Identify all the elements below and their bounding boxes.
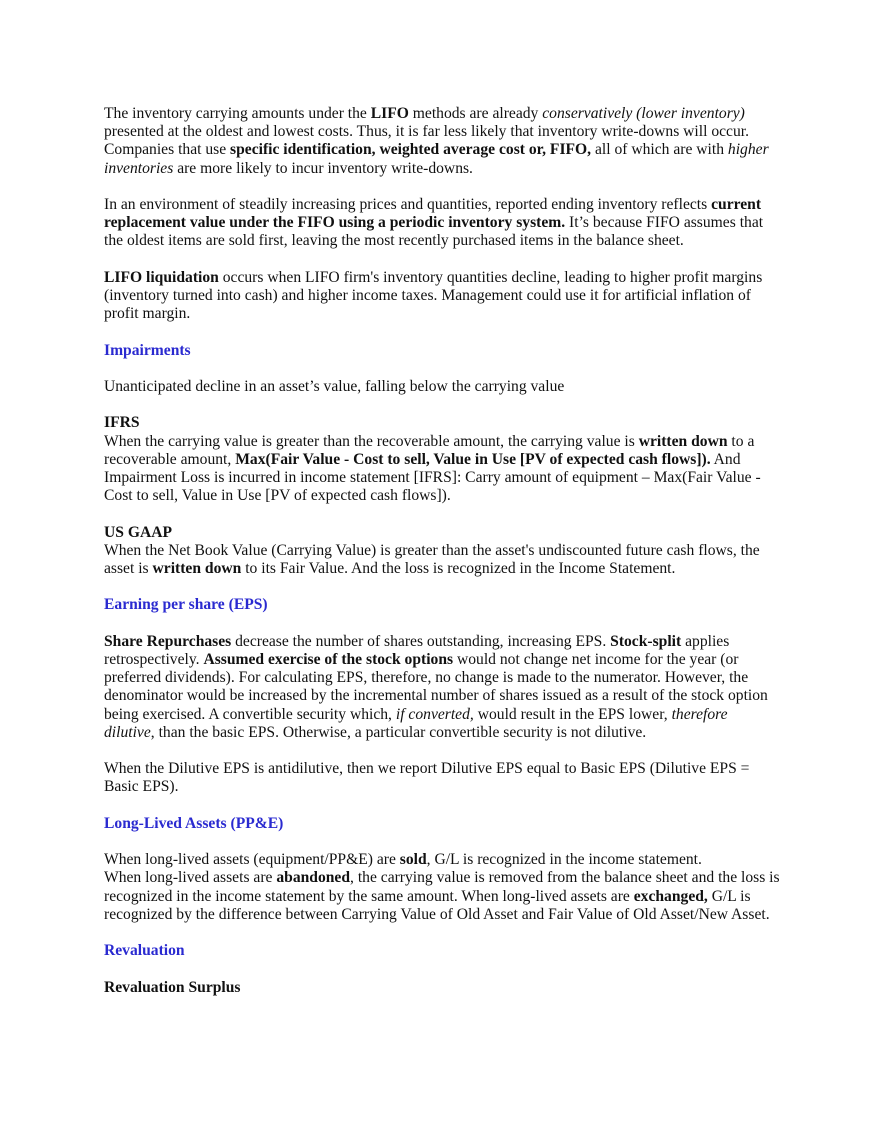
- text-run: presented at the oldest and lowest costs. Thus, it is far less likely that inventory write-downs will occur. Companies that use: [104, 123, 749, 159]
- bold-run: Max(Fair Value - Cost to sell, Value in Use [PV of expected cash flows]).: [235, 450, 711, 468]
- subheading-revaluation-surplus: Revaluation Surplus: [104, 978, 241, 996]
- bold-run: current replacement value under the FIFO using a periodic inventory system.: [104, 196, 762, 232]
- subheading-us-gaap: US GAAP: [104, 523, 173, 541]
- bold-run: Stock-split: [610, 632, 682, 650]
- text-run: When the carrying value is greater than the recoverable amount, the carrying value is: [104, 432, 639, 450]
- text-run: The inventory carrying amounts under the: [104, 105, 371, 122]
- paragraph-eps-details: [104, 633, 780, 742]
- italic-run: conservatively (lower inventory): [542, 105, 745, 122]
- bold-run: Assumed exercise of the stock options: [203, 650, 454, 668]
- bold-run: written down: [638, 432, 728, 450]
- text-run: It’s because FIFO assumes that the oldest items are sold first, leaving the most recently purchased items in the balance sheet.: [104, 214, 764, 250]
- document-page: [104, 105, 780, 997]
- bold-run: written down: [152, 559, 242, 577]
- text-run: In an environment of steadily increasing prices and quantities, reported ending inventory reflects: [104, 196, 712, 213]
- text-run: applies retrospectively.: [104, 632, 730, 668]
- text-run: When long-lived assets are: [104, 869, 277, 887]
- text-run: all of which are with: [591, 141, 728, 159]
- subheading-ifrs: IFRS: [104, 414, 140, 432]
- paragraph-us-gaap: [104, 542, 780, 578]
- text-run: are more likely to incur inventory write-downs.: [173, 159, 473, 177]
- paragraph-impairments-intro: Unanticipated decline in an asset’s value, falling below the carrying value: [104, 377, 565, 395]
- text-run: When the Net Book Value (Carrying Value) is greater than the asset's undiscounted future cash flows, the asset is: [104, 541, 760, 577]
- text-run: G/L is recognized by the difference between Carrying Value of Old Asset and Fair Value of Old Asset/New Asset.: [104, 887, 770, 923]
- text-run: , G/L is recognized in the income statement.: [426, 851, 702, 869]
- bold-run: abandoned: [276, 869, 351, 887]
- paragraph-ppe-sold: [104, 851, 780, 869]
- text-run: methods are already: [408, 105, 543, 122]
- text-run: to a recoverable amount,: [104, 432, 755, 468]
- italic-run: therefore dilutive: [104, 705, 728, 741]
- italic-run: higher inventories: [104, 141, 769, 177]
- bold-run: Share Repurchases: [104, 632, 232, 650]
- bold-run: LIFO: [370, 105, 409, 122]
- bold-run: sold: [399, 851, 427, 869]
- heading-long-lived-assets: Long-Lived Assets (PP&E): [104, 814, 284, 832]
- text-run: would not change net income for the year (or preferred dividends). For calculating EPS, therefore, no change is made to the numerator. However, the denominator would be increased by the incremental number of shares issued as a result of the stock option being exercised. A convertible security which,: [104, 650, 768, 723]
- text-run: decrease the number of shares outstanding, increasing EPS.: [231, 632, 611, 650]
- text-run: to its Fair Value. And the loss is recognized in the Income Statement.: [241, 559, 676, 577]
- heading-eps: Earning per share (EPS): [104, 596, 268, 614]
- text-run: occurs when LIFO firm's inventory quantities decline, leading to higher profit margins (inventory turned into cash) and higher income taxes. Management could use it for artificial inflation of profit margin.: [104, 268, 763, 323]
- text-run: , the carrying value is removed from the balance sheet and the loss is recognized in the income statement by the same amount. When long-lived assets are: [104, 869, 780, 905]
- bold-run: specific identification, weighted average cost or, FIFO,: [230, 141, 592, 159]
- text-run: , than the basic EPS. Otherwise, a particular convertible security is not dilutive.: [150, 723, 647, 741]
- paragraph-lifo-carrying: [104, 105, 780, 178]
- heading-revaluation: Revaluation: [104, 942, 185, 960]
- paragraph-ifrs: [104, 433, 780, 506]
- paragraph-fifo-environment: [104, 196, 780, 251]
- paragraph-ppe-abandoned: [104, 869, 780, 924]
- bold-run: exchanged,: [633, 887, 708, 905]
- text-run: When long-lived assets (equipment/PP&E) are: [104, 851, 400, 869]
- heading-impairments: Impairments: [104, 341, 191, 359]
- italic-run: if converted,: [395, 705, 474, 723]
- paragraph-eps-antidilutive: When the Dilutive EPS is antidilutive, then we report Dilutive EPS equal to Basic EPS (Dilutive EPS = Basic EPS).: [104, 760, 750, 796]
- paragraph-lifo-liquidation: [104, 269, 780, 324]
- text-run: would result in the EPS lower,: [473, 705, 672, 723]
- text-run: And Impairment Loss is incurred in income statement [IFRS]: Carry amount of equipment – Max(Fair Value - Cost to sell, Value in Use [PV of expected cash flows]).: [104, 450, 761, 505]
- bold-run: LIFO liquidation: [104, 268, 219, 286]
